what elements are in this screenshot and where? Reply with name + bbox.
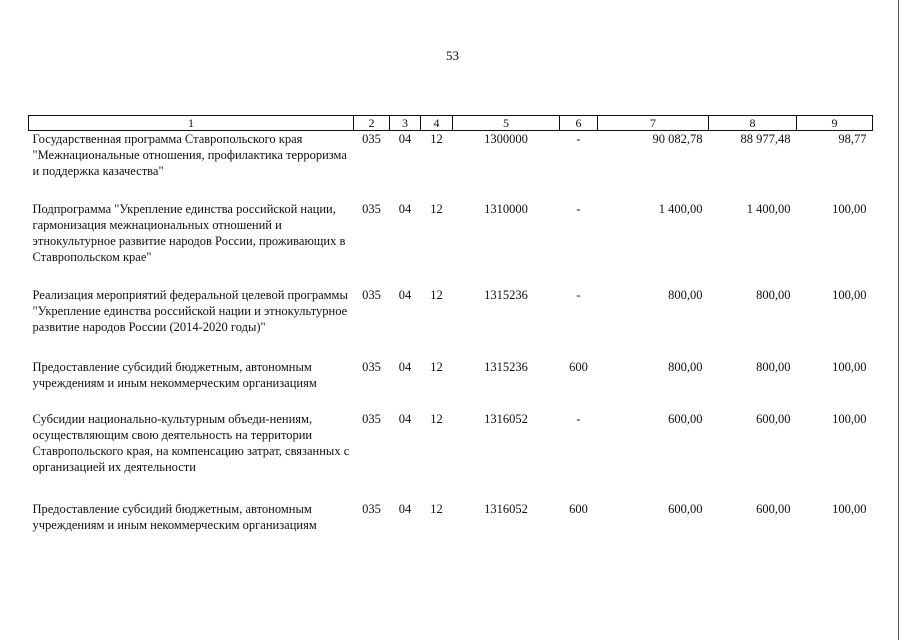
cell-code-section: 04	[398, 132, 412, 146]
cell-code-subsection: 12	[430, 502, 443, 516]
cell-code-section: 04	[398, 288, 412, 302]
cell-code-subsection: 12	[430, 360, 443, 374]
cell-value-col8: 600,00	[756, 412, 791, 426]
cell-value-col7: 800,00	[668, 288, 703, 302]
cell-code-target: 1300000	[484, 132, 528, 146]
cell-value-col9: 100,00	[832, 502, 867, 516]
page-edge-line	[898, 0, 899, 640]
cell-code-ministry: 035	[362, 412, 381, 426]
cell-code-section: 04	[398, 412, 412, 426]
column-header-4: 4	[421, 116, 453, 131]
cell-value-col7: 800,00	[668, 360, 703, 374]
cell-code-section: 04	[398, 360, 412, 374]
column-header-6: 6	[560, 116, 598, 131]
page-number: 53	[446, 48, 459, 63]
cell-value-col9: 100,00	[832, 288, 867, 302]
cell-code-subsection: 12	[430, 202, 443, 216]
cell-code-target: 1316052	[484, 502, 528, 516]
cell-value-col8: 800,00	[756, 360, 791, 374]
row-name: Субсидии национально-культурным объеди-нениям, осуществляющим свою деятельность на территории Ставропольского края, на компенсацию затрат, связанных с организацией их деятельности	[32, 412, 350, 474]
cell-code-ministry: 035	[362, 202, 381, 216]
budget-table	[28, 115, 873, 555]
cell-code-type: 600	[569, 502, 588, 516]
cell-value-col9: 98,77	[838, 132, 867, 146]
cell-code-ministry: 035	[362, 132, 381, 146]
column-header-9: 9	[797, 116, 873, 131]
cell-code-ministry: 035	[362, 288, 381, 302]
table-row	[29, 131, 873, 202]
cell-value-col8: 800,00	[756, 288, 791, 302]
cell-code-target: 1316052	[484, 412, 528, 426]
cell-value-col8: 600,00	[756, 502, 791, 516]
cell-code-subsection: 12	[430, 132, 443, 146]
cell-code-ministry: 035	[362, 360, 381, 374]
cell-value-col8: 1 400,00	[746, 202, 791, 216]
cell-value-col7: 1 400,00	[658, 202, 703, 216]
cell-value-col7: 600,00	[668, 412, 703, 426]
column-header-5: 5	[453, 116, 560, 131]
cell-code-subsection: 12	[430, 412, 443, 426]
cell-code-subsection: 12	[430, 288, 443, 302]
cell-code-ministry: 035	[362, 502, 381, 516]
table-row	[29, 501, 873, 555]
cell-code-section: 04	[398, 202, 412, 216]
row-name: Государственная программа Ставропольского края "Межнациональные отношения, профилактика терроризма и поддержка казачества"	[32, 132, 347, 178]
cell-value-col7: 600,00	[668, 502, 703, 516]
cell-value-col9: 100,00	[832, 412, 867, 426]
table-row	[29, 201, 873, 287]
table-row	[29, 287, 873, 359]
cell-code-type: -	[576, 412, 581, 426]
cell-code-type: -	[576, 132, 581, 146]
cell-code-type: -	[576, 288, 581, 302]
column-header-1: 1	[29, 116, 354, 131]
column-header-3: 3	[390, 116, 421, 131]
cell-value-col9: 100,00	[832, 202, 867, 216]
cell-code-section: 04	[398, 502, 412, 516]
table-row	[29, 411, 873, 501]
column-header-2: 2	[354, 116, 390, 131]
cell-code-target: 1315236	[484, 288, 528, 302]
cell-value-col7: 90 082,78	[652, 132, 703, 146]
row-name: Предоставление субсидий бюджетным, автономным учреждениям и иным некоммерческим организациям	[32, 502, 317, 532]
row-name: Подпрограмма "Укрепление единства российской нации, гармонизация межнациональных отношений и этнокультурное развитие народов России, проживающих в Ставропольском крае"	[32, 202, 346, 264]
column-header-8: 8	[709, 116, 797, 131]
row-name: Предоставление субсидий бюджетным, автономным учреждениям и иным некоммерческим организациям	[32, 360, 317, 390]
cell-value-col9: 100,00	[832, 360, 867, 374]
cell-value-col8: 88 977,48	[740, 132, 791, 146]
cell-code-target: 1315236	[484, 360, 528, 374]
table-row	[29, 359, 873, 411]
cell-code-target: 1310000	[484, 202, 528, 216]
cell-code-type: 600	[569, 360, 588, 374]
row-name: Реализация мероприятий федеральной целевой программы "Укрепление единства российской нации и этнокультурное развитие народов России (2014-2020 годы)"	[32, 288, 348, 334]
table-header-row	[29, 116, 873, 131]
cell-code-type: -	[576, 202, 581, 216]
column-header-7: 7	[598, 116, 709, 131]
